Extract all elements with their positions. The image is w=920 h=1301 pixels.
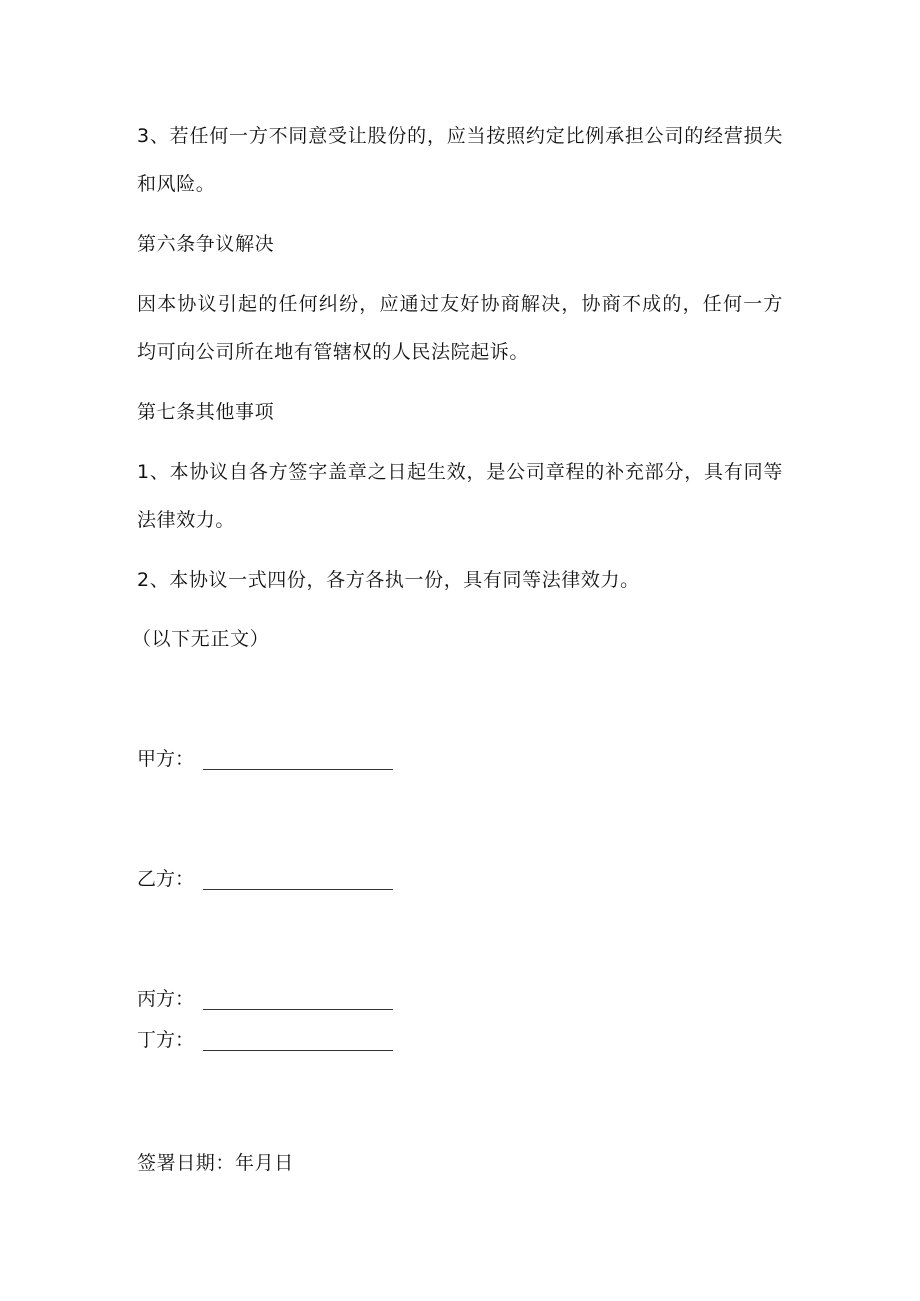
party-b-label: 乙方： [137, 868, 195, 890]
signature-row-party-d [137, 1028, 194, 1056]
signing-date: 签署日期：年月日 [137, 1152, 294, 1174]
party-a-label: 甲方： [137, 748, 195, 770]
clause7-item1-line1: 1、本协议自各方签字盖章之日起生效，是公司章程的补充部分，具有同等 [137, 461, 783, 483]
clause6-body-line2: 均可向公司所在地有管辖权的人民法院起诉。 [137, 341, 530, 363]
party-d-label: 丁方： [137, 1029, 195, 1051]
party-c-signature-line [203, 1009, 393, 1010]
party-d-signature-line [203, 1050, 393, 1051]
signature-row-party-c [137, 987, 194, 1015]
signature-row-party-a [137, 747, 194, 775]
party-a-signature-line [203, 769, 393, 770]
clause7-heading: 第七条其他事项 [137, 401, 275, 423]
signature-row-party-b [137, 867, 194, 895]
clause6-heading: 第六条争议解决 [137, 233, 275, 255]
clause6-body-line1: 因本协议引起的任何纠纷，应通过友好协商解决，协商不成的，任何一方 [137, 293, 783, 315]
party-c-label: 丙方： [137, 988, 195, 1010]
party-b-signature-line [203, 889, 393, 890]
clause7-item1-line2: 法律效力。 [137, 509, 236, 531]
clause7-item2: 2、本协议一式四份，各方各执一份，具有同等法律效力。 [137, 569, 640, 591]
clause5-item3-line2: 和风险。 [137, 173, 216, 195]
end-note: （以下无正文） [132, 628, 270, 650]
clause5-item3-line1: 3、若任何一方不同意受让股份的，应当按照约定比例承担公司的经营损失 [137, 125, 783, 147]
